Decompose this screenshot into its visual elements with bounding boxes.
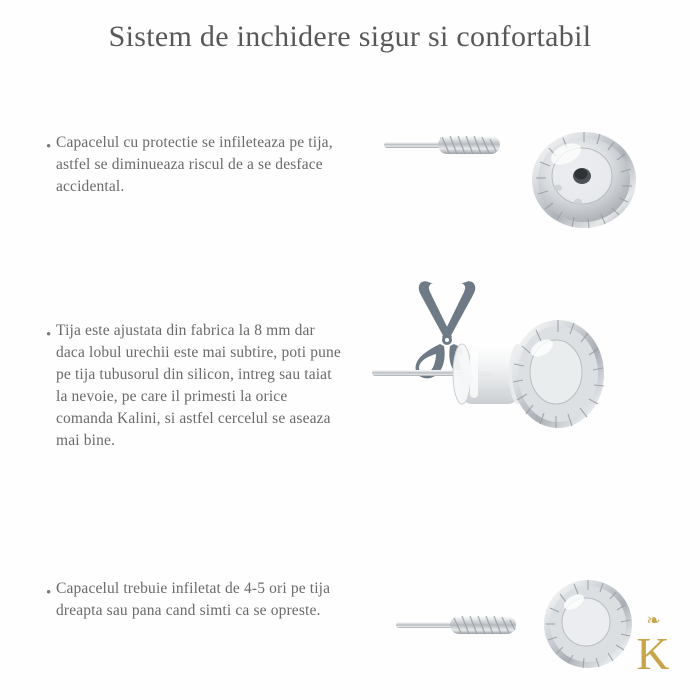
post-cap-svg (392, 556, 642, 681)
bullet-item-2 (46, 320, 346, 452)
bullet-item-1 (46, 132, 346, 198)
earring-post-with-threaded-cap-illustration (392, 556, 642, 681)
logo-ornament-icon: ❧ (646, 611, 660, 630)
earring-post-cap-svg (380, 108, 640, 258)
brand-logo (624, 612, 682, 686)
bullet-item-3 (46, 578, 346, 622)
bullet-marker: • (46, 585, 52, 601)
bullet-marker: • (46, 139, 52, 155)
bullet-text: Tija este ajustata din fabrica la 8 mm dar daca lobul urechii este mai subtire, poti pune pe tija tubusorul din silicon, intreg sau taiat la nevoie, pe care il primesti la orice comanda Kalini, si astfel cercelul se aseaza mai bine. (56, 322, 341, 449)
silicone-tube-with-scissors-illustration (370, 278, 650, 458)
bullet-marker: • (46, 327, 52, 343)
screw-back-earring-post-and-cap-illustration (380, 108, 640, 258)
page-title: Sistem de inchidere sigur si confortabil (108, 20, 592, 53)
bullet-text: Capacelul trebuie infiletat de 4-5 ori pe tija dreapta sau pana cand simti ca se opreste. (56, 580, 331, 619)
bullet-text: Capacelul cu protectie se infileteaza pe tija, astfel se diminueaza riscul de a se desface accidental. (56, 134, 333, 195)
logo-letter: K (636, 628, 670, 679)
scissors-tube-cap-svg (370, 278, 650, 458)
